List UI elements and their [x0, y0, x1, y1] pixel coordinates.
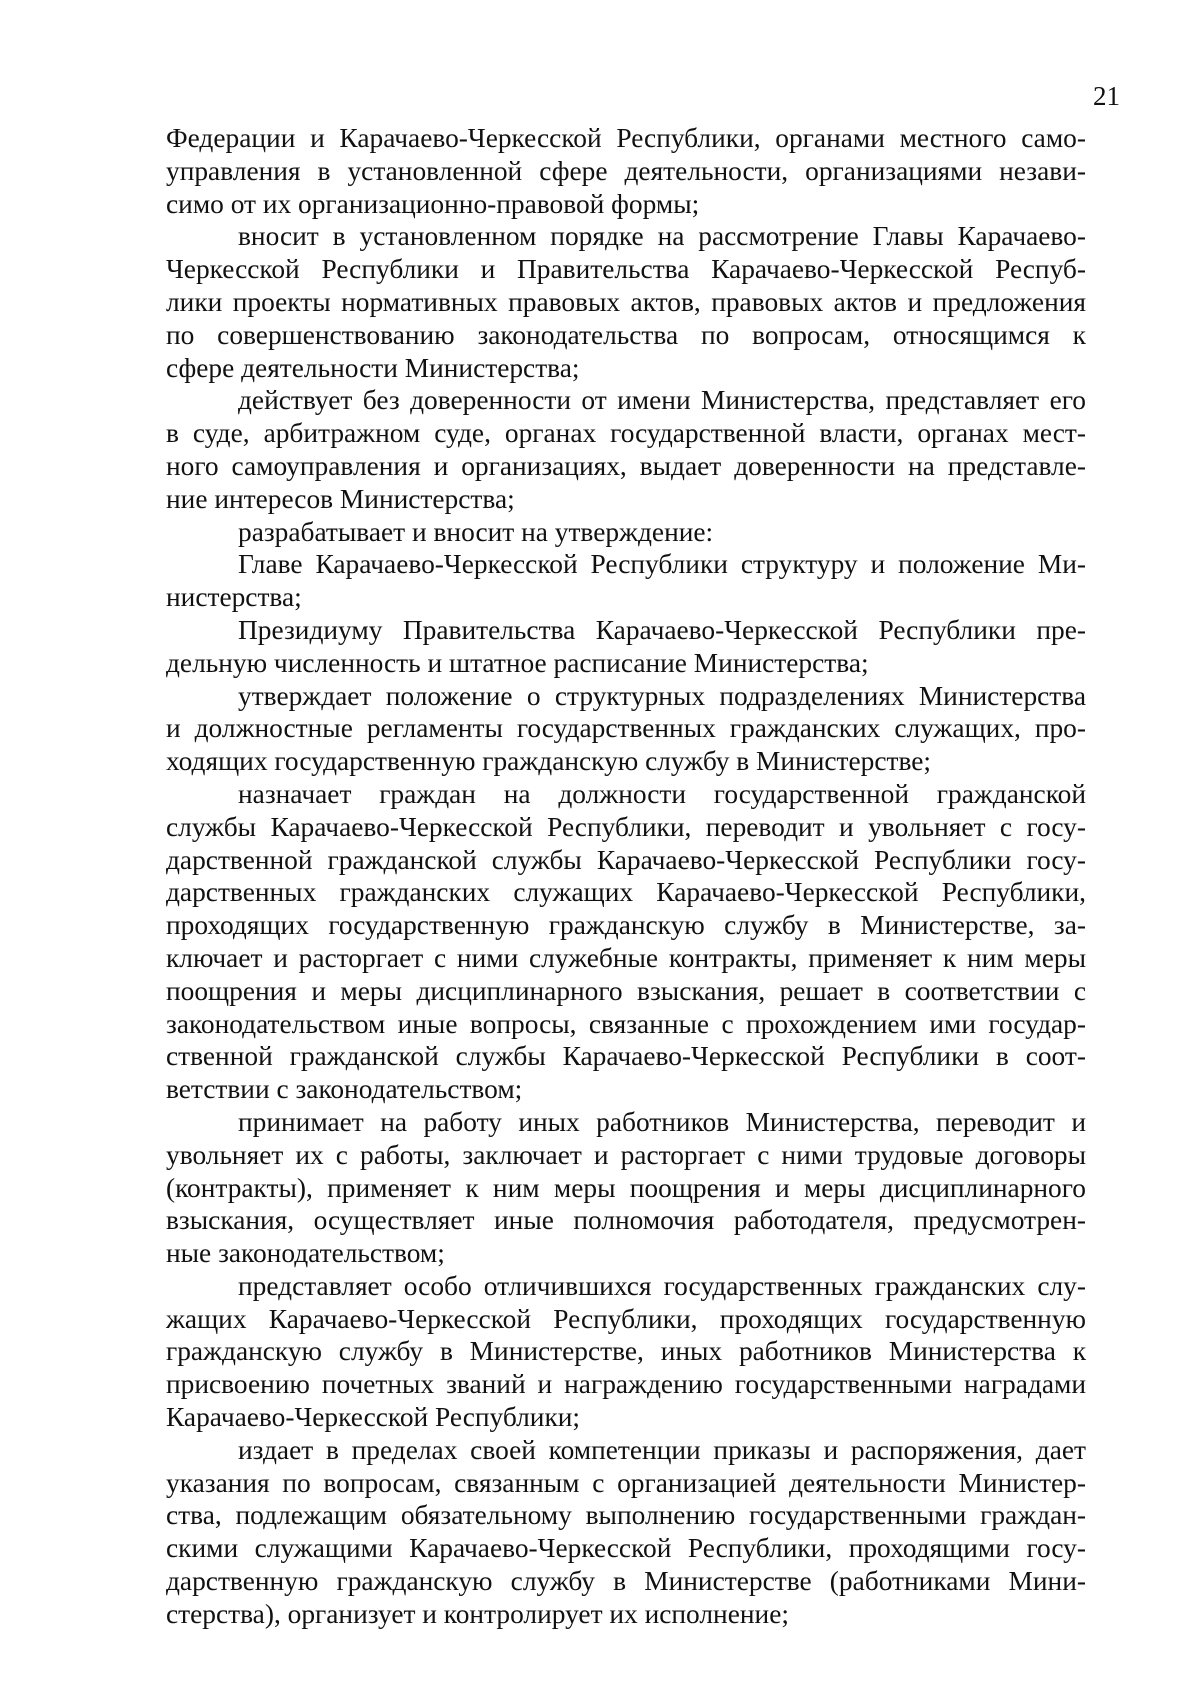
text-line: дельную численность и штатное расписание Министерства;	[166, 647, 869, 678]
text-line: законодательством иные вопросы, связанные с прохождением ими государ-	[166, 1008, 1086, 1039]
text-line: Президиуму Правительства Карачаево-Черкесской Республики пре-	[238, 614, 1086, 645]
text-line: разрабатывает и вносит на утверждение:	[238, 516, 714, 547]
page-number: 21	[1093, 81, 1120, 111]
text-line: ветствии с законодательством;	[166, 1074, 523, 1105]
text-line: дарственной гражданской службы Карачаево-Черкесской Республики госу-	[166, 844, 1086, 875]
text-line: назначает граждан на должности государственной гражданской	[238, 778, 1086, 809]
text-line: лики проекты нормативных правовых актов, правовых актов и предложения	[166, 286, 1086, 317]
text-line: и должностные регламенты государственных гражданских служащих, про-	[166, 713, 1086, 744]
text-line: сфере деятельности Министерства;	[166, 352, 580, 383]
text-line: жащих Карачаево-Черкесской Республики, проходящих государственную	[166, 1303, 1086, 1334]
paragraph	[166, 122, 1086, 220]
text-line: принимает на работу иных работников Министерства, переводит и	[238, 1106, 1086, 1137]
text-line: указания по вопросам, связанным с организацией деятельности Министер-	[166, 1467, 1086, 1498]
text-line: ственной гражданской службы Карачаево-Черкесской Республики в соот-	[166, 1041, 1086, 1072]
text-line: действует без доверенности от имени Министерства, представляет его	[238, 385, 1086, 416]
text-line: представляет особо отличившихся государственных гражданских слу-	[238, 1270, 1086, 1301]
text-line: скими служащими Карачаево-Черкесской Республики, проходящими госу-	[166, 1533, 1086, 1564]
paragraph	[166, 778, 1086, 1106]
text-line: ного самоуправления и организациях, выдает доверенности на представле-	[166, 450, 1086, 481]
text-line: гражданскую службу в Министерстве, иных работников Министерства к	[166, 1336, 1086, 1367]
text-line: службы Карачаево-Черкесской Республики, переводит и увольняет с госу-	[166, 811, 1086, 842]
text-line: симо от их организационно-правовой формы;	[166, 188, 700, 219]
text-line: Черкесской Республики и Правительства Карачаево-Черкесской Респуб-	[166, 254, 1086, 285]
text-line: Главе Карачаево-Черкесской Республики структуру и положение Ми-	[238, 549, 1086, 580]
text-line: (контракты), применяет к ним меры поощрения и меры дисциплинарного	[166, 1172, 1086, 1203]
text-line: вносит в установленном порядке на рассмотрение Главы Карачаево-	[238, 221, 1086, 252]
paragraph	[166, 384, 1086, 515]
text-line: присвоению почетных званий и награждению государственными наградами	[166, 1369, 1086, 1400]
paragraph	[166, 1270, 1086, 1434]
text-line: ства, подлежащим обязательному выполнению государственными граждан-	[166, 1500, 1086, 1531]
text-line: нистерства;	[166, 582, 302, 613]
text-line: проходящих государственную гражданскую службу в Министерстве, за-	[166, 910, 1086, 941]
paragraph	[166, 614, 1086, 680]
paragraph	[166, 1434, 1086, 1631]
paragraph	[166, 680, 1086, 778]
text-line: ходящих государственную гражданскую службу в Министерстве;	[166, 746, 932, 777]
text-line: Карачаево-Черкесской Республики;	[166, 1402, 581, 1433]
text-line: увольняет их с работы, заключает и расторгает с ними трудовые договоры	[166, 1139, 1086, 1170]
text-line: Федерации и Карачаево-Черкесской Республики, органами местного само-	[166, 123, 1086, 153]
text-line: в суде, арбитражном суде, органах государственной власти, органах мест-	[166, 418, 1086, 449]
text-line: поощрения и меры дисциплинарного взыскания, решает в соответствии с	[166, 975, 1086, 1006]
text-line: ные законодательством;	[166, 1238, 445, 1269]
text-line: взыскания, осуществляет иные полномочия работодателя, предусмотрен-	[166, 1205, 1086, 1236]
text-line: управления в установленной сфере деятельности, организациями незави-	[166, 155, 1086, 186]
paragraph	[166, 516, 1086, 549]
text-line: стерства), организует и контролирует их исполнение;	[166, 1598, 789, 1629]
paragraph	[166, 220, 1086, 384]
text-line: ние интересов Министерства;	[166, 483, 515, 514]
body-text	[166, 122, 1086, 1631]
text-line: по совершенствованию законодательства по вопросам, относящимся к	[166, 319, 1086, 350]
text-line: ключает и расторгает с ними служебные контракты, применяет к ним меры	[166, 942, 1086, 973]
text-line: дарственную гражданскую службу в Министерстве (работниками Мини-	[166, 1566, 1086, 1597]
paragraph	[166, 1106, 1086, 1270]
text-line: дарственных гражданских служащих Карачаево-Черкесской Республики,	[166, 877, 1086, 908]
paragraph	[166, 548, 1086, 614]
text-line: издает в пределах своей компетенции приказы и распоряжения, дает	[238, 1434, 1086, 1465]
text-line: утверждает положение о структурных подразделениях Министерства	[238, 680, 1086, 711]
